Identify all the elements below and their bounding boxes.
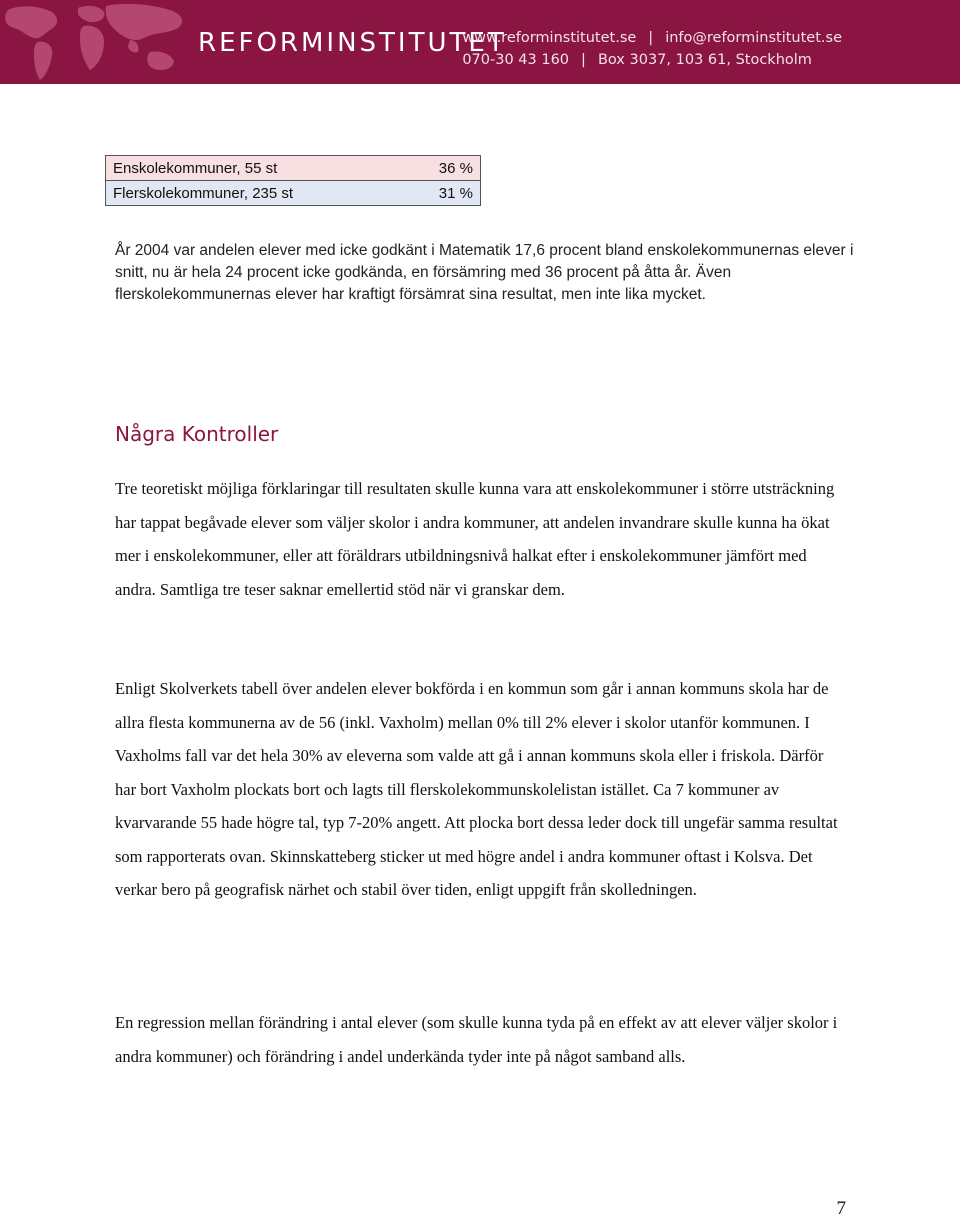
separator: |	[581, 52, 586, 68]
table-row	[106, 181, 481, 206]
website-link[interactable]: www.reforminstitutet.se	[462, 30, 637, 46]
table-cell-label: Flerskolekommuner, 235 st	[106, 181, 407, 206]
page-header	[0, 0, 960, 84]
world-map-logo-icon	[0, 0, 200, 84]
contact-info	[462, 27, 842, 71]
brand-logo-text: REFORMINSTITUTET	[198, 28, 507, 58]
body-paragraph: Tre teoretiskt möjliga förklaringar till resultaten skulle kunna vara att enskolekommuner i större utsträckning har tappat begåvade elever som väljer skolor i andra kommuner, att andelen invandrare skulle kunna ha ökat mer i enskolekommuner, eller att föräldrars utbildningsnivå halkat efter i enskolekommuner jämfört med andra. Samtliga tre teser saknar emellertid stöd när vi granskar dem.	[115, 479, 835, 599]
page-number: 7	[836, 1198, 846, 1219]
separator: |	[648, 30, 654, 46]
table-cell-value: 36 %	[406, 156, 481, 181]
table-cell-value: 31 %	[406, 181, 481, 206]
email-link[interactable]: info@reforminstitutet.se	[665, 30, 842, 46]
body-paragraph: En regression mellan förändring i antal elever (som skulle kunna tyda på en effekt av att elever väljer skolor i andra kommuner) och förändring i andel underkända tyder inte på något samband alls.	[115, 1013, 838, 1066]
intro-paragraph: År 2004 var andelen elever med icke godkänt i Matematik 17,6 procent bland enskolekommunernas elever i snitt, nu är hela 24 procent icke godkända, en försämring med 36 procent på åtta år. Även flerskolekommunernas elever har kraftigt försämrat sina resultat, men inte lika mycket.	[115, 242, 854, 303]
results-table	[105, 155, 481, 206]
body-paragraph: Enligt Skolverkets tabell över andelen elever bokförda i en kommun som går i annan kommuns skola har de allra flesta kommunerna av de 56 (inkl. Vaxholm) mellan 0% till 2% elever i skolor utanför kommunen. I Vaxholms fall var det hela 30% av eleverna som valde att gå i annan kommuns skola eller i friskola. Därför har bort Vaxholm plockats bort och lagts till flerskolekommunskolelistan istället. Ca 7 kommuner av kvarvarande 55 hade högre tal, typ 7-20% angett. Att plocka bort dessa leder dock till ungefär samma resultat som rapporterats ovan. Skinnskatteberg sticker ut med högre andel i andra kommuner oftast i Kolsva. Det verkar bero på geografisk närhet och stabil över tiden, enligt uppgift från skolledningen.	[115, 679, 838, 899]
table-cell-label: Enskolekommuner, 55 st	[106, 156, 407, 181]
postal-address: Box 3037, 103 61, Stockholm	[597, 52, 812, 68]
phone-number: 070-30 43 160	[462, 52, 570, 68]
section-heading: Några Kontroller	[115, 422, 279, 446]
table-row	[106, 156, 481, 181]
